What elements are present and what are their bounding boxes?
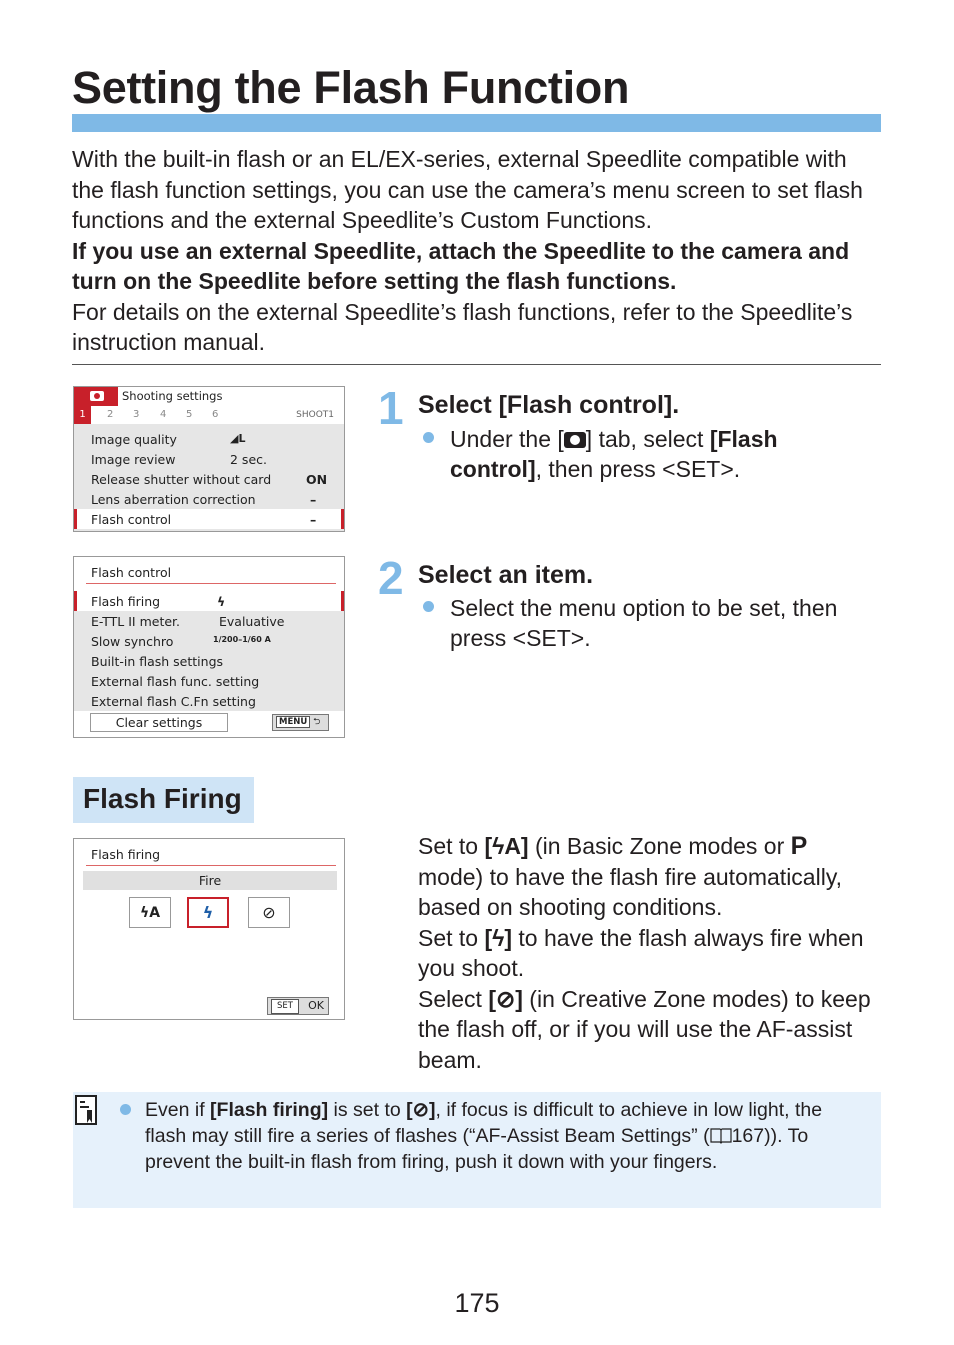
desc-text: (in Basic Zone modes or (528, 833, 791, 859)
menu-row-builtin-flash (74, 651, 344, 671)
description-auto (418, 831, 878, 923)
step-number-1: 1 (378, 382, 404, 434)
desc-text: (in Creative Zone modes) to keep the flash off, or if you will use the AF-assist beam. (418, 985, 871, 1073)
title-divider (86, 583, 336, 584)
flash-control-title: Flash control (91, 565, 172, 580)
flash-firing-description (418, 831, 878, 1075)
title-underline-bar (72, 114, 881, 132)
menu-row-label: Built-in flash settings (91, 654, 224, 669)
intro-paragraph-3: For details on the external Speedlite’s flash functions, refer to the Speedlite’s instruction manual. (72, 298, 853, 355)
menu-tab-3: 3 (133, 409, 140, 420)
flash-auto-icon: ϟA (139, 904, 161, 921)
menu-tab-label: SHOOT1 (296, 410, 334, 420)
back-arrow-icon: ⮌ (313, 717, 321, 727)
step-1-text (450, 424, 870, 484)
flash-off-icon: [⊘] (406, 1099, 436, 1121)
menu-row-flash-firing-selected (74, 591, 344, 611)
flash-off-icon: [⊘] (488, 985, 523, 1012)
camera-icon (90, 391, 104, 401)
desc-text: Set to (418, 924, 485, 951)
section-divider (72, 364, 881, 365)
note-part: Even if (145, 1099, 211, 1121)
flash-on-icon: ϟ (202, 903, 214, 922)
desc-text: Set to (418, 833, 485, 859)
step-text-part: , then press <SET>. (535, 456, 741, 482)
step-text-part: Under the [ (450, 426, 564, 452)
note-part: , if focus is difficult to achieve in low light, the flash may still fire a series of flashes (“AF-Assist Beam Settings” ( (145, 1099, 823, 1147)
flash-firing-screen (73, 838, 345, 1020)
program-mode-icon: P (790, 832, 808, 860)
desc-text: to have the flash always fire when you shoot. (418, 924, 864, 981)
menu-row-release-shutter (74, 469, 344, 489)
menu-row-label: Flash firing (91, 594, 161, 609)
menu-row-value: ◢L (230, 432, 246, 445)
menu-row-ettl-meter (74, 611, 344, 631)
title-divider (86, 865, 336, 866)
page-number: 175 (454, 1288, 500, 1318)
menu-row-label: Slow synchro (91, 634, 174, 649)
camera-tab (74, 387, 118, 406)
menu-row-value: – (310, 492, 317, 507)
set-label: SET (271, 999, 299, 1014)
bullet-dot (423, 432, 434, 443)
menu-header-title: Shooting settings (122, 389, 223, 403)
note-part: )). To prevent the built-in flash from firing, push it down with your fingers. (145, 1125, 809, 1173)
note-box (73, 1092, 881, 1208)
menu-row-value: 2 sec. (230, 452, 267, 467)
menu-header (74, 387, 344, 406)
flash-off-option (248, 897, 290, 928)
flash-firing-title: Flash firing (91, 847, 161, 862)
menu-row-label: External flash func. setting (91, 674, 260, 689)
step-number-2: 2 (378, 552, 404, 604)
menu-row-label: E-TTL II meter. (91, 614, 181, 629)
menu-row-label: Image quality (91, 432, 177, 447)
intro-paragraph-1: With the built-in flash or an EL/EX-series, external Speedlite compatible with the flash function settings, you can use the camera’s menu screen to set flash functions and the external Speedlite’s Custom Functions. (72, 146, 863, 233)
step-1-heading: Select [Flash control]. (418, 391, 680, 419)
menu-row-value: – (310, 512, 317, 527)
clear-settings-button: Clear settings (90, 713, 228, 732)
ok-label: OK (308, 999, 324, 1012)
note-part: is set to (328, 1099, 407, 1121)
menu-row-label: Flash control (91, 512, 172, 527)
menu-tab-6: 6 (212, 409, 219, 420)
menu-row-label: External flash C.Fn setting (91, 694, 256, 709)
flash-on-option (187, 897, 229, 928)
menu-row-slow-synchro (74, 631, 344, 651)
menu-row-external-func (74, 671, 344, 691)
menu-tab-4: 4 (160, 409, 167, 420)
menu-tab-2: 2 (107, 409, 114, 420)
flash-off-icon: ⊘ (262, 903, 276, 922)
menu-row-label: Image review (91, 452, 176, 467)
flash-firing-heading: Flash Firing (83, 783, 242, 814)
note-text (145, 1097, 855, 1175)
step-text-part: ] tab, select (585, 426, 710, 452)
memo-icon (75, 1095, 97, 1125)
menu-tab-1: 1 (74, 406, 91, 424)
menu-tab-5: 5 (186, 409, 193, 420)
menu-row-external-cfn (74, 691, 344, 711)
set-ok-button (267, 997, 329, 1015)
step-2-heading: Select an item. (418, 561, 594, 589)
menu-row-value: Evaluative (219, 614, 285, 629)
flash-on-icon: ϟ (217, 594, 226, 609)
desc-text: Select (418, 985, 489, 1012)
step-text-bold: [Flash control] (450, 426, 778, 482)
page-title: Setting the Flash Function (72, 62, 630, 113)
selected-value-bar: Fire (83, 871, 337, 890)
menu-label: MENU (276, 716, 310, 728)
description-off (418, 984, 878, 1076)
menu-row-label: Release shutter without card (91, 472, 272, 487)
note-bold: [Flash firing] (210, 1099, 329, 1121)
flash-auto-icon: [ϟA] (484, 833, 529, 859)
step-2-text: Select the menu option to be set, then press <SET>. (450, 595, 838, 651)
menu-row-value: 1/200–1/60 A (213, 635, 271, 644)
shooting-settings-screen (73, 386, 345, 532)
page-reference: 167 (731, 1125, 765, 1147)
menu-row-flash-control-selected (74, 509, 344, 529)
flash-control-screen (73, 556, 345, 738)
intro-text (72, 144, 872, 358)
menu-row-label: Lens aberration correction (91, 492, 256, 507)
description-on (418, 923, 878, 984)
camera-tab-icon (564, 432, 586, 448)
menu-row-lens-aberration (74, 489, 344, 509)
book-icon (710, 1127, 732, 1144)
menu-back-button (272, 714, 329, 731)
flash-auto-option (129, 897, 171, 928)
flash-firing-heading-box (73, 777, 254, 823)
menu-row-image-review (74, 449, 344, 469)
intro-paragraph-2: If you use an external Speedlite, attach the Speedlite to the camera and turn on the Speedlite before setting the flash functions. (72, 237, 850, 294)
bullet-dot (423, 601, 434, 612)
menu-row-value: ON (306, 472, 328, 487)
flash-on-icon: [ϟ] (484, 924, 512, 951)
bullet-dot (120, 1104, 131, 1115)
menu-row-image-quality (74, 429, 344, 449)
desc-text: mode) to have the flash fire automatically, based on shooting conditions. (418, 863, 843, 920)
